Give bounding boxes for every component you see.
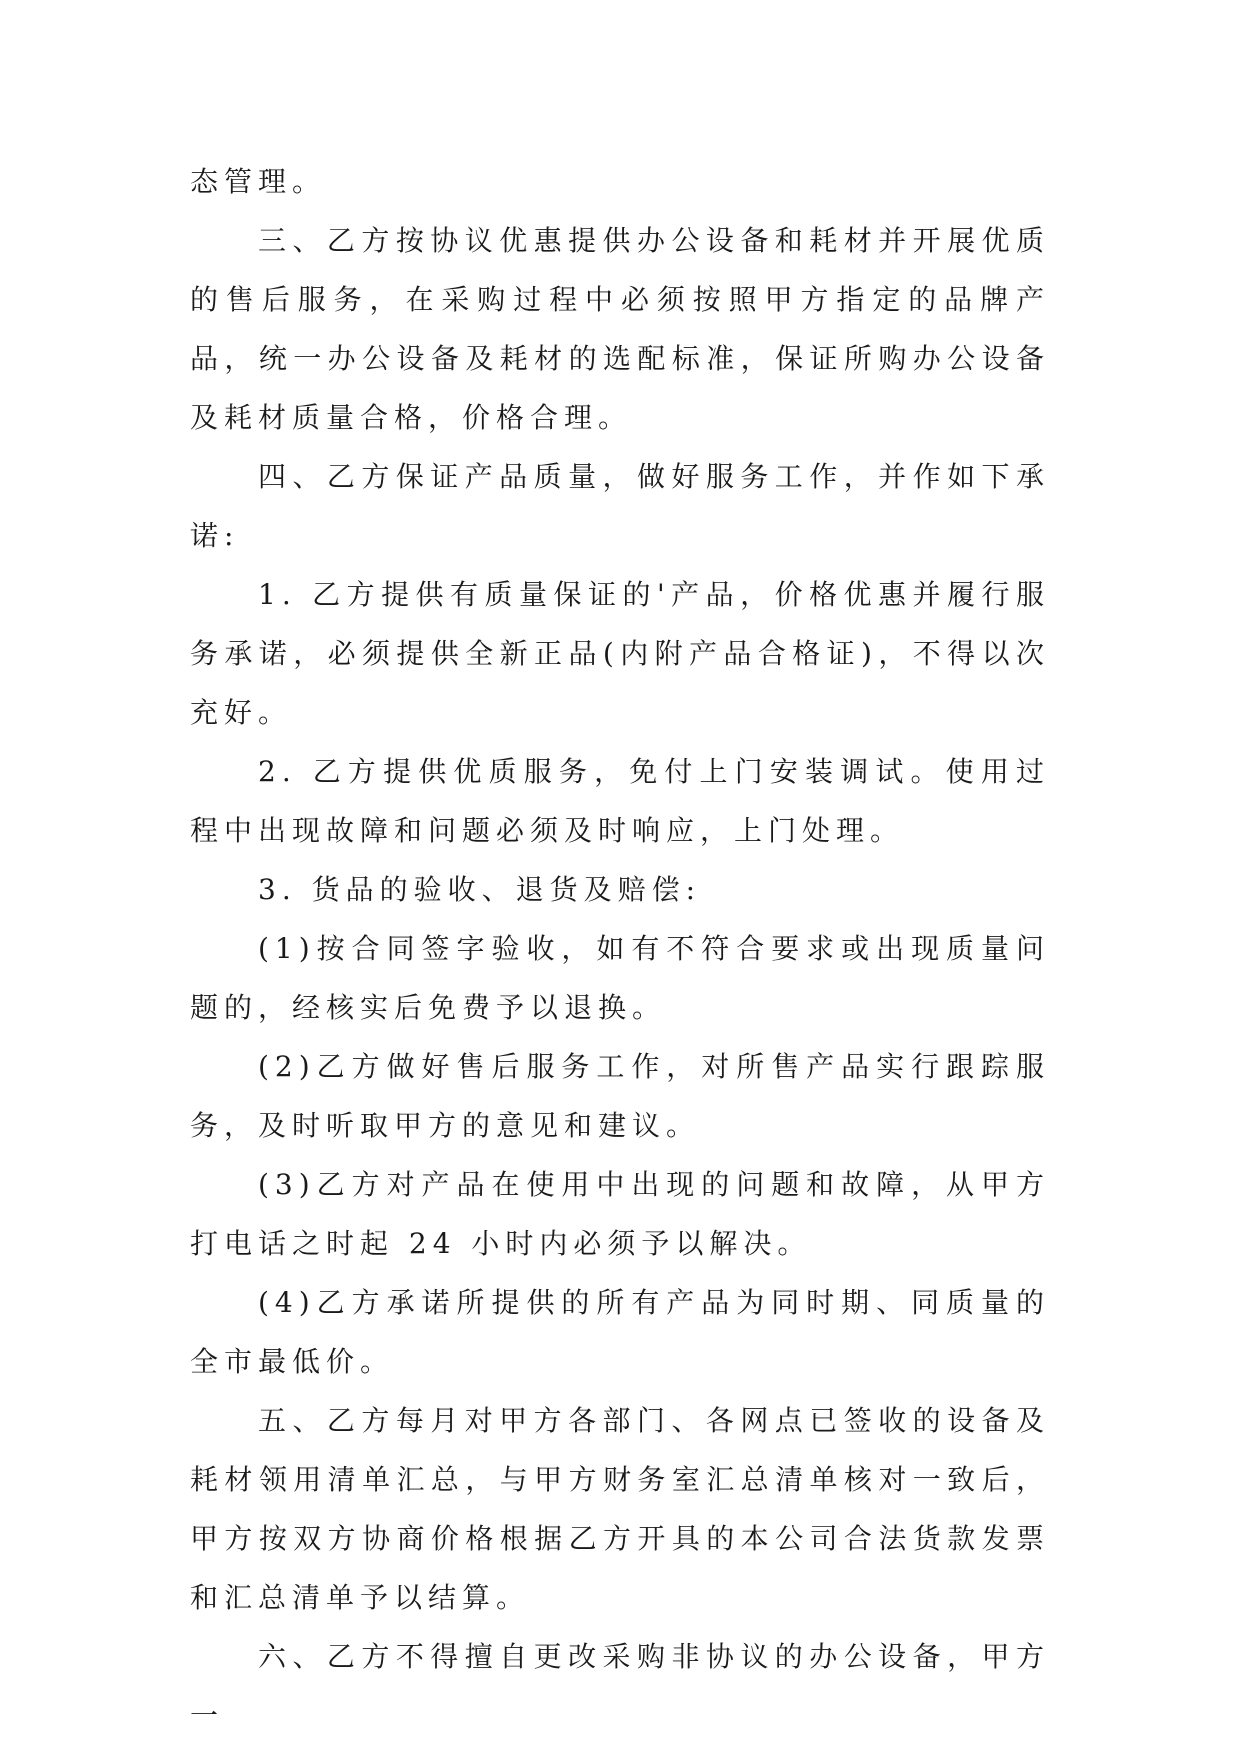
document-body: [190, 152, 1050, 1745]
paragraph-clause-3: 三、乙方按协议优惠提供办公设备和耗材并开展优质的售后服务，在采购过程中必须按照甲方指定的品牌产品，统一办公设备及耗材的选配标准，保证所购办公设备及耗材质量合格，价格合理。: [190, 224, 1050, 434]
paragraph-subitem-2: (2)乙方做好售后服务工作，对所售产品实行跟踪服务，及时听取甲方的意见和建议。: [190, 1050, 1050, 1142]
paragraph-clause-4-item-2: 2. 乙方提供优质服务，免付上门安装调试。使用过程中出现故障和问题必须及时响应，上门处理。: [190, 755, 1050, 847]
paragraph-clause-6: 六、乙方不得擅自更改采购非协议的办公设备，甲方一: [190, 1640, 1050, 1732]
paragraph-continuation: 态管理。: [190, 165, 327, 198]
paragraph-subitem-1: (1)按合同签字验收，如有不符合要求或出现质量问题的，经核实后免费予以退换。: [190, 932, 1050, 1024]
paragraph-subitem-3: (3)乙方对产品在使用中出现的问题和故障，从甲方打电话之时起 24 小时内必须予以解决。: [190, 1168, 1050, 1260]
paragraph-subitem-4: (4)乙方承诺所提供的所有产品为同时期、同质量的全市最低价。: [190, 1286, 1050, 1378]
paragraph-clause-4: 四、乙方保证产品质量，做好服务工作，并作如下承诺:: [190, 460, 1050, 552]
paragraph-clause-4-item-3: 3. 货品的验收、退货及赔偿:: [258, 873, 702, 906]
paragraph-clause-4-item-1: 1. 乙方提供有质量保证的'产品，价格优惠并履行服务承诺，必须提供全新正品(内附产品合格证)，不得以次充好。: [190, 578, 1050, 729]
paragraph-clause-5: 五、乙方每月对甲方各部门、各网点已签收的设备及耗材领用清单汇总，与甲方财务室汇总清单核对一致后，甲方按双方协商价格根据乙方开具的本公司合法货款发票和汇总清单予以结算。: [190, 1404, 1050, 1614]
